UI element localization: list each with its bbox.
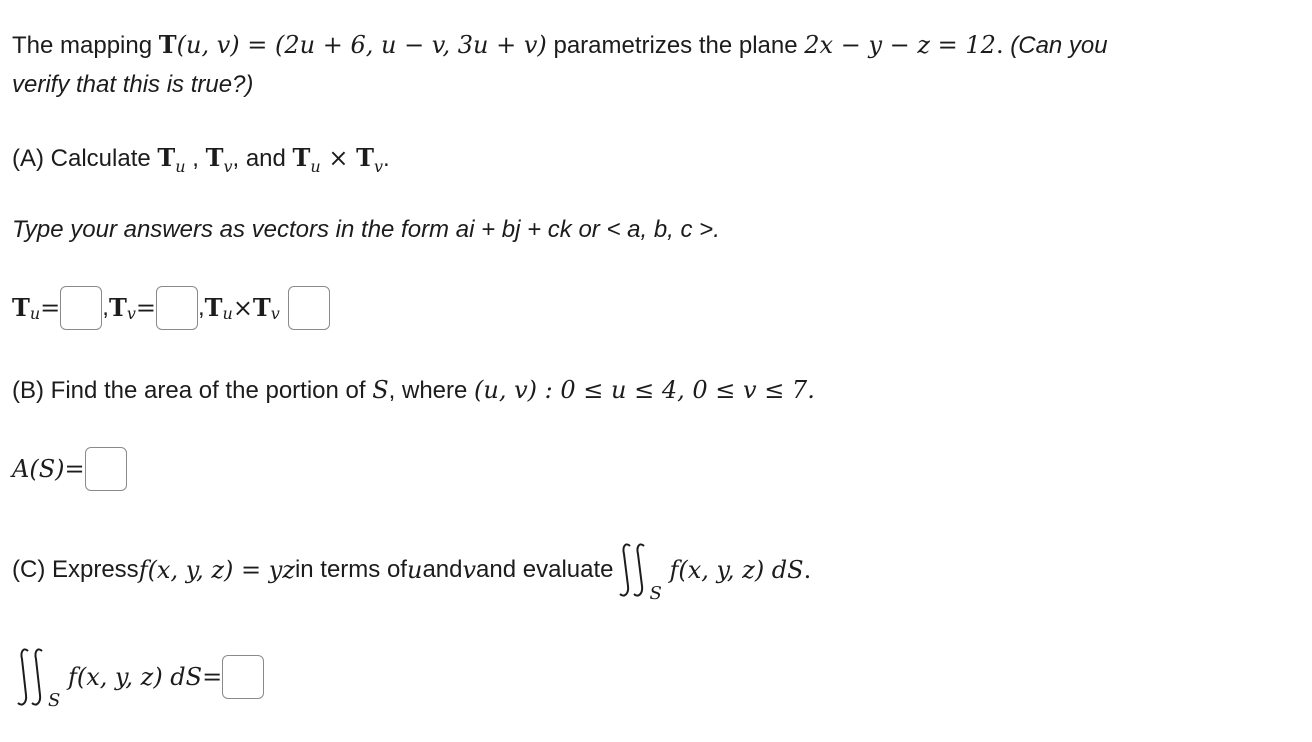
function-definition: f(x, y, z) = yz — [138, 556, 295, 584]
uv-args: (u, v) — [176, 31, 240, 59]
period: . — [382, 145, 390, 172]
T-vector: T — [157, 143, 176, 172]
parameter-domain: (u, v) : 0 ≤ u ≤ 4, 0 ≤ v ≤ 7. — [474, 376, 815, 404]
var-u: u — [406, 556, 423, 584]
part-b-label: (B) Find the area of the portion of — [12, 377, 373, 404]
Tv-answer-input[interactable] — [156, 286, 198, 330]
subscript-u: u — [310, 157, 321, 176]
cross-sign: × — [320, 144, 357, 172]
comma: , — [197, 294, 205, 321]
part-c-answer — [12, 645, 264, 709]
T-vector: T — [12, 293, 30, 322]
subscript-v: v — [373, 157, 383, 176]
T-vector: T — [204, 293, 223, 322]
equals-sign: = — [64, 455, 85, 483]
area-label: A(S) — [12, 455, 65, 483]
subscript-u: u — [29, 304, 41, 323]
where-text: , where — [388, 377, 475, 404]
integrand: f(x, y, z) dS — [669, 556, 804, 584]
subscript-v: v — [126, 304, 136, 323]
subscript-u: u — [175, 157, 186, 176]
part-b-prompt — [12, 374, 815, 407]
equals-sign: = — [239, 31, 275, 59]
subscript-v: v — [223, 157, 233, 176]
T-vector: T — [252, 293, 271, 322]
parametrization: (2u + 6, u − v, 3u + v) — [275, 31, 547, 59]
T-vector: T — [205, 143, 224, 172]
double-integral-icon — [614, 540, 662, 604]
subscript-v: v — [270, 304, 280, 323]
equals-sign: = — [135, 294, 156, 322]
evaluate-text: and evaluate — [476, 556, 614, 583]
T-vector: T — [292, 143, 311, 172]
part-a-label: (A) Calculate — [12, 145, 158, 172]
T-vector: T — [356, 143, 374, 172]
in-terms-text: in terms of — [294, 556, 407, 583]
answer-format-instruction: Type your answers as vectors in the form ai + bj + ck or < a, b, c >. — [12, 216, 720, 243]
surface-subscript: S — [649, 583, 662, 604]
intro-line-1 — [12, 29, 1108, 62]
var-v: v — [462, 556, 477, 584]
T-vector: T — [108, 293, 127, 322]
double-integral-icon — [12, 645, 60, 709]
equals-sign: = — [202, 663, 223, 691]
cross-sign: × — [232, 294, 253, 322]
intro-text-2: parametrizes the plane — [546, 32, 805, 59]
integral-answer-input[interactable] — [222, 655, 264, 699]
part-a-answers — [12, 286, 330, 330]
part-c-label: (C) Express — [12, 556, 139, 583]
part-b-answer — [12, 447, 127, 491]
intro-line-2: verify that this is true?) — [12, 71, 254, 98]
area-answer-input[interactable] — [85, 447, 127, 491]
comma: , — [185, 145, 206, 172]
intro-text: The mapping — [12, 32, 159, 59]
integrand: f(x, y, z) dS — [68, 663, 203, 691]
Tu-answer-input[interactable] — [60, 286, 102, 330]
part-c-prompt — [12, 540, 812, 604]
verify-text-1: (Can you — [1003, 32, 1108, 59]
comma: , — [102, 294, 109, 321]
subscript-u: u — [222, 304, 233, 323]
T-vector: T — [158, 30, 177, 59]
and-text: , and — [232, 145, 293, 172]
equals-sign: = — [40, 294, 61, 322]
period: . — [995, 31, 1004, 59]
period: . — [803, 556, 812, 584]
surface-S: S — [372, 376, 389, 404]
plane-equation: 2x − y − z = 12 — [804, 31, 996, 59]
cross-product-answer-input[interactable] — [288, 286, 330, 330]
part-a-prompt — [12, 142, 390, 177]
and-text: and — [422, 556, 463, 583]
surface-subscript: S — [48, 690, 61, 711]
